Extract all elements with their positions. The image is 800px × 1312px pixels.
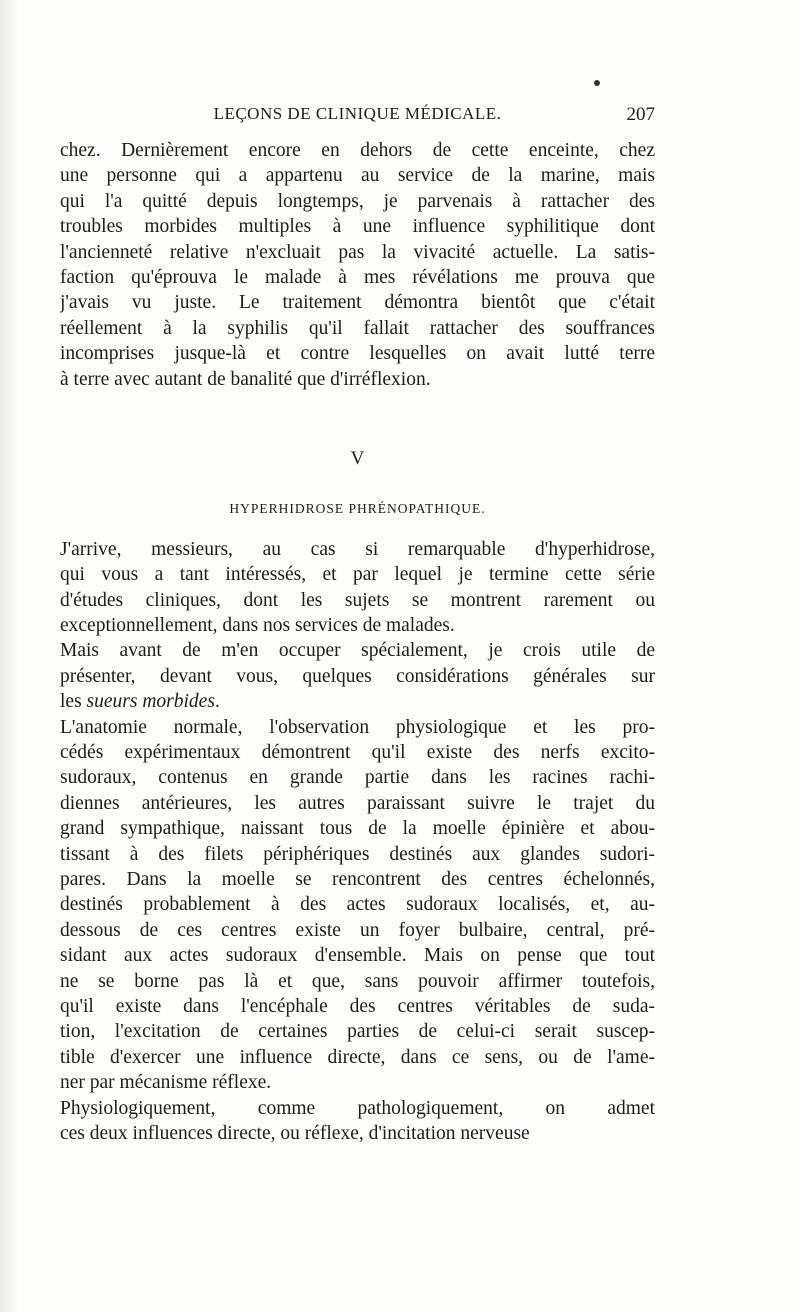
text-line: réellement à la syphilis qu'il fallait rattacher des souffrances xyxy=(60,317,655,339)
text-line: l'ancienneté relative n'excluait pas la vivacité actuelle. La satis- xyxy=(60,241,655,263)
text-line: cédés expérimentaux démontrent qu'il existe des nerfs excito- xyxy=(60,742,655,764)
paragraph xyxy=(60,715,655,1096)
text-line: pares. Dans la moelle se rencontrent des centres échelonnés, xyxy=(60,868,655,890)
text-line: tion, l'excitation de certaines parties de celui-ci serait suscep- xyxy=(60,1021,655,1043)
text-line: ne se borne pas là et que, sans pouvoir affirmer toutefois, xyxy=(60,970,655,992)
ink-speck xyxy=(594,80,600,86)
text-line: qu'il existe dans l'encéphale des centres véritables de suda- xyxy=(60,995,655,1017)
text-line: L'anatomie normale, l'observation physiologique et les pro- xyxy=(60,716,655,738)
text-line: exceptionnellement, dans nos services de malades. xyxy=(60,615,455,637)
paragraph xyxy=(60,138,655,392)
text-line: d'études cliniques, dont les sujets se montrent rarement ou xyxy=(60,589,655,611)
paragraph xyxy=(60,1096,655,1147)
text-line: qui vous a tant intéressés, et par lequel je termine cette série xyxy=(60,564,655,586)
text-line: présenter, devant vous, quelques considérations générales sur xyxy=(60,665,655,687)
text-line: incomprises jusque-là et contre lesquelles on avait lutté terre xyxy=(60,343,655,365)
section-title: HYPERHIDROSE PHRÉNOPATHIQUE. xyxy=(229,500,486,516)
text-line: les sueurs morbides. xyxy=(60,691,220,713)
page-number: 207 xyxy=(626,104,655,125)
text-line: grand sympathique, naissant tous de la moelle épinière et abou- xyxy=(60,818,655,840)
gutter-shadow xyxy=(0,0,18,1312)
page-text xyxy=(60,138,655,1146)
text-line: sudoraux, contenus en grande partie dans les racines rachi- xyxy=(60,767,655,789)
text-line: chez. Dernièrement encore en dehors de cette enceinte, chez xyxy=(60,140,655,161)
text-line: à terre avec autant de banalité que d'irréflexion. xyxy=(60,368,431,390)
running-head xyxy=(60,104,655,130)
text-after-section xyxy=(60,537,655,1146)
text-line: une personne qui a appartenu au service de la marine, mais xyxy=(60,165,655,187)
paragraph xyxy=(60,537,655,639)
text-line: qui l'a quitté depuis longtemps, je parvenais à rattacher des xyxy=(60,190,655,212)
text-line: dessous de ces centres existe un foyer bulbaire, central, pré- xyxy=(60,919,655,941)
text-line: Physiologiquement, comme pathologiquement, on admet xyxy=(60,1097,655,1119)
text-line: troubles morbides multiples à une influence syphilitique dont xyxy=(60,216,655,238)
text-line: tible d'exercer une influence directe, dans ce sens, ou de l'ame- xyxy=(60,1046,655,1068)
text-line: j'avais vu juste. Le traitement démontra bientôt que c'était xyxy=(60,292,655,314)
text-line: destinés probablement à des actes sudoraux localisés, et, au- xyxy=(60,894,655,916)
running-title: LEÇONS DE CLINIQUE MÉDICALE. xyxy=(213,104,502,123)
section-number: V xyxy=(350,447,365,469)
text-line: faction qu'éprouva le malade à mes révélations me prouva que xyxy=(60,266,655,288)
paragraph xyxy=(60,638,655,714)
text-line: diennes antérieures, les autres paraissant suivre le trajet du xyxy=(60,792,655,814)
text-line: Mais avant de m'en occuper spécialement, je crois utile de xyxy=(60,640,655,662)
text-line: J'arrive, messieurs, au cas si remarquable d'hyperhidrose, xyxy=(60,538,655,560)
text-line: sidant aux actes sudoraux d'ensemble. Mais on pense que tout xyxy=(60,945,655,967)
text-line: ner par mécanisme réflexe. xyxy=(60,1072,272,1094)
text-line: ces deux influences directe, ou réflexe, d'incitation nerveuse xyxy=(60,1122,530,1144)
text-line: tissant à des filets périphériques destinés aux glandes sudori- xyxy=(60,843,655,865)
text-before-section xyxy=(60,138,655,392)
